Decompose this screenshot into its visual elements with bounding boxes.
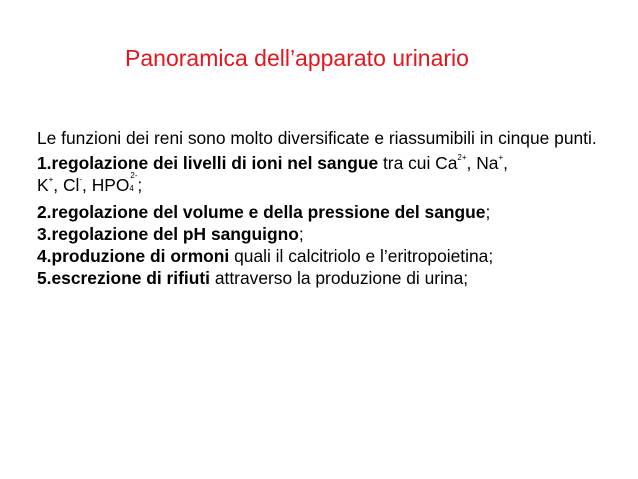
intro-paragraph: Le funzioni dei reni sono molto diversificate e riassumibili in cinque punti.: [37, 128, 597, 148]
slide-body: [37, 127, 627, 289]
list-item-4-bold: 4.produzione di ormoni: [37, 246, 230, 266]
list-item-3: [37, 223, 627, 245]
list-item-2: [37, 201, 627, 223]
list-item-4: [37, 245, 627, 267]
hpo-ion: , HPO: [82, 175, 130, 195]
hpo-charge: 2-: [130, 171, 138, 180]
list-item-1-text: tra cui Ca: [378, 153, 458, 173]
list-item-5-bold: 5.escrezione di rifiuti: [37, 268, 210, 288]
list-item-1-end: ;: [137, 175, 143, 195]
slide-title-text: Panoramica dell’apparato urinario: [125, 45, 469, 71]
list-item-1-text-na: , Na: [466, 153, 499, 173]
ca-charge: 2+: [457, 153, 467, 162]
hpo-index: [129, 171, 138, 193]
list-item-2-bold: 2.regolazione del volume e della pressione del sangue: [37, 202, 486, 222]
list-item-4-text: quali il calcitriolo e l’eritropoietina;: [229, 246, 494, 266]
cl-charge: -: [79, 175, 83, 184]
list-item-5-text: attraverso la produzione di urina;: [210, 268, 469, 288]
list-item-2-text: ;: [485, 202, 491, 222]
list-item-5: [37, 267, 627, 289]
na-charge: +: [498, 153, 504, 162]
list-item-1-comma: ,: [503, 153, 508, 173]
list-item-3-bold: 3.regolazione del pH sanguigno: [37, 224, 299, 244]
list-item-1: [37, 152, 627, 196]
list-item-3-text: ;: [298, 224, 304, 244]
list-item-1-bold: 1.regolazione dei livelli di ioni nel sangue: [37, 153, 379, 173]
k-ion: K: [37, 175, 49, 195]
cl-ion: , Cl: [53, 175, 80, 195]
k-charge: +: [48, 175, 54, 184]
slide-title: [0, 45, 638, 72]
hpo-subscript: 4: [129, 184, 134, 193]
